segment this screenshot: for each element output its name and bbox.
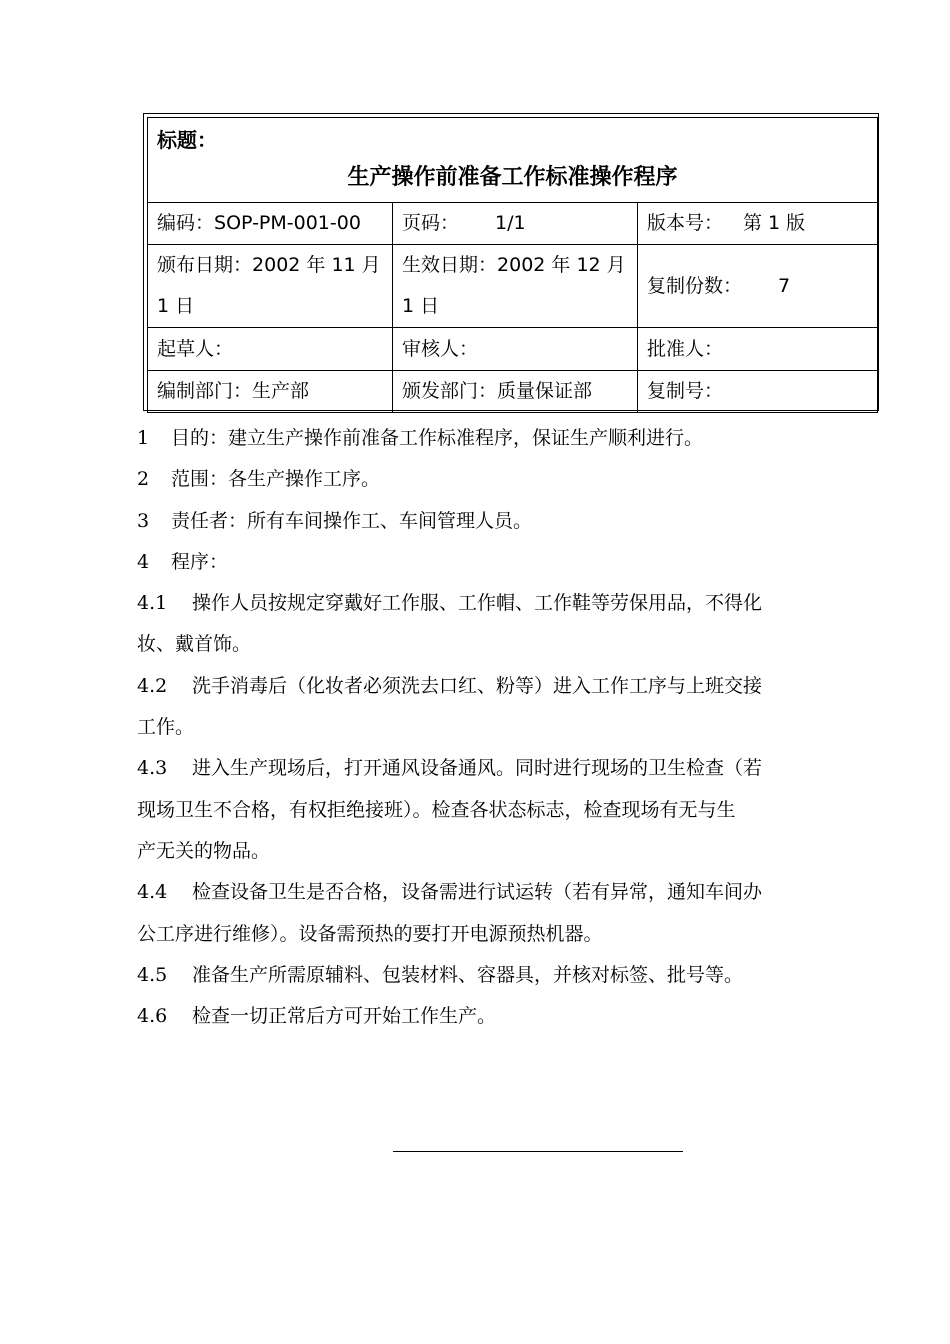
section-text: 进入生产现场后，打开通风设备通风。同时进行现场的卫生检查（若: [192, 757, 763, 780]
document-title: 生产操作前准备工作标准操作程序: [347, 165, 678, 190]
section-number: 4.1: [137, 592, 168, 615]
section-number: 2: [137, 468, 150, 491]
code-value: SOP-PM-001-00: [214, 212, 361, 234]
section-4-6: [137, 996, 865, 1037]
section-4-4: [137, 872, 865, 913]
section-number: 4.4: [137, 881, 168, 904]
section-number: 4.2: [137, 674, 168, 697]
section-number: 4.6: [137, 1005, 168, 1028]
title-cell: [148, 118, 878, 203]
section-text: 准备生产所需原辅料、包装材料、容器具，并核对标签、批号等。: [192, 963, 744, 986]
effective-date-line2: 1 日: [402, 295, 440, 317]
copy-no-label: 复制号：: [647, 380, 724, 402]
issue-date-label: 颁布日期：: [157, 254, 253, 276]
drafter-label: 起草人：: [157, 337, 234, 360]
document-header: [143, 113, 879, 411]
issue-date-line1: 2002 年 11 月: [252, 254, 381, 276]
page-cell: [393, 203, 638, 245]
section-3: [137, 501, 865, 542]
header-table: [147, 117, 878, 413]
copies-value: 7: [778, 274, 791, 297]
version-label: 版本号：: [647, 212, 724, 234]
section-4-5: [137, 955, 865, 996]
issuing-dept-cell: [393, 371, 638, 413]
section-number: 1: [137, 427, 150, 449]
code-label: 编码：: [157, 212, 215, 234]
section-4-2: [137, 666, 865, 707]
page-value: 1/1: [495, 212, 526, 234]
section-number: 4.5: [137, 963, 168, 986]
dept-cell: [148, 371, 393, 413]
section-2: [137, 459, 865, 500]
section-1: [137, 418, 865, 459]
issuing-dept-value: 质量保证部: [497, 380, 593, 402]
section-text: 操作人员按规定穿戴好工作服、工作帽、工作鞋等劳保用品，不得化: [192, 592, 763, 615]
section-text: 目的：建立生产操作前准备工作标准程序，保证生产顺利进行。: [171, 427, 704, 449]
section-4-1-cont: 妆、戴首饰。: [137, 633, 252, 656]
section-number: 4: [137, 550, 150, 573]
copies-label: 复制份数：: [647, 274, 743, 297]
dept-value: 生产部: [252, 380, 310, 402]
effective-date-line1: 2002 年 12 月: [497, 254, 626, 276]
document-body: [137, 418, 865, 1037]
approver-label: 批准人：: [647, 337, 724, 360]
section-4: [137, 542, 865, 583]
section-number: 4.3: [137, 757, 168, 780]
section-text: 检查设备卫生是否合格，设备需进行试运转（若有异常，通知车间办: [192, 881, 763, 904]
approver-cell: [638, 328, 878, 371]
end-divider: [393, 1151, 683, 1152]
issue-date-line2: 1 日: [157, 295, 195, 317]
section-number: 3: [137, 509, 150, 532]
section-4-3-cont: 产无关的物品。: [137, 839, 271, 862]
section-4-4-cont: 公工序进行维修）。设备需预热的要打开电源预热机器。: [137, 922, 603, 945]
reviewer-cell: [393, 328, 638, 371]
version-cell: [638, 203, 878, 245]
section-4-3: [137, 748, 865, 789]
issue-date-cell: [148, 245, 393, 328]
reviewer-label: 审核人：: [402, 337, 479, 360]
issuing-dept-label: 颁发部门：: [402, 380, 498, 402]
section-text: 洗手消毒后（化妆者必须洗去口红、粉等）进入工作工序与上班交接: [192, 674, 763, 697]
section-text: 范围：各生产操作工序。: [171, 468, 381, 491]
title-label: 标题：: [157, 128, 217, 152]
version-value: 第 1 版: [743, 212, 806, 234]
effective-date-label: 生效日期：: [402, 254, 498, 276]
drafter-cell: [148, 328, 393, 371]
copy-no-cell: [638, 371, 878, 413]
section-4-1: [137, 583, 865, 624]
section-4-3-cont: 现场卫生不合格，有权拒绝接班）。检查各状态标志，检查现场有无与生: [137, 798, 736, 821]
copies-cell: [638, 245, 878, 328]
section-text: 程序：: [171, 550, 229, 573]
dept-label: 编制部门：: [157, 380, 253, 402]
page-label: 页码：: [402, 212, 460, 234]
effective-date-cell: [393, 245, 638, 328]
section-4-2-cont: 工作。: [137, 716, 195, 739]
section-text: 检查一切正常后方可开始工作生产。: [192, 1005, 497, 1028]
code-cell: [148, 203, 393, 245]
section-text: 责任者：所有车间操作工、车间管理人员。: [171, 509, 533, 532]
